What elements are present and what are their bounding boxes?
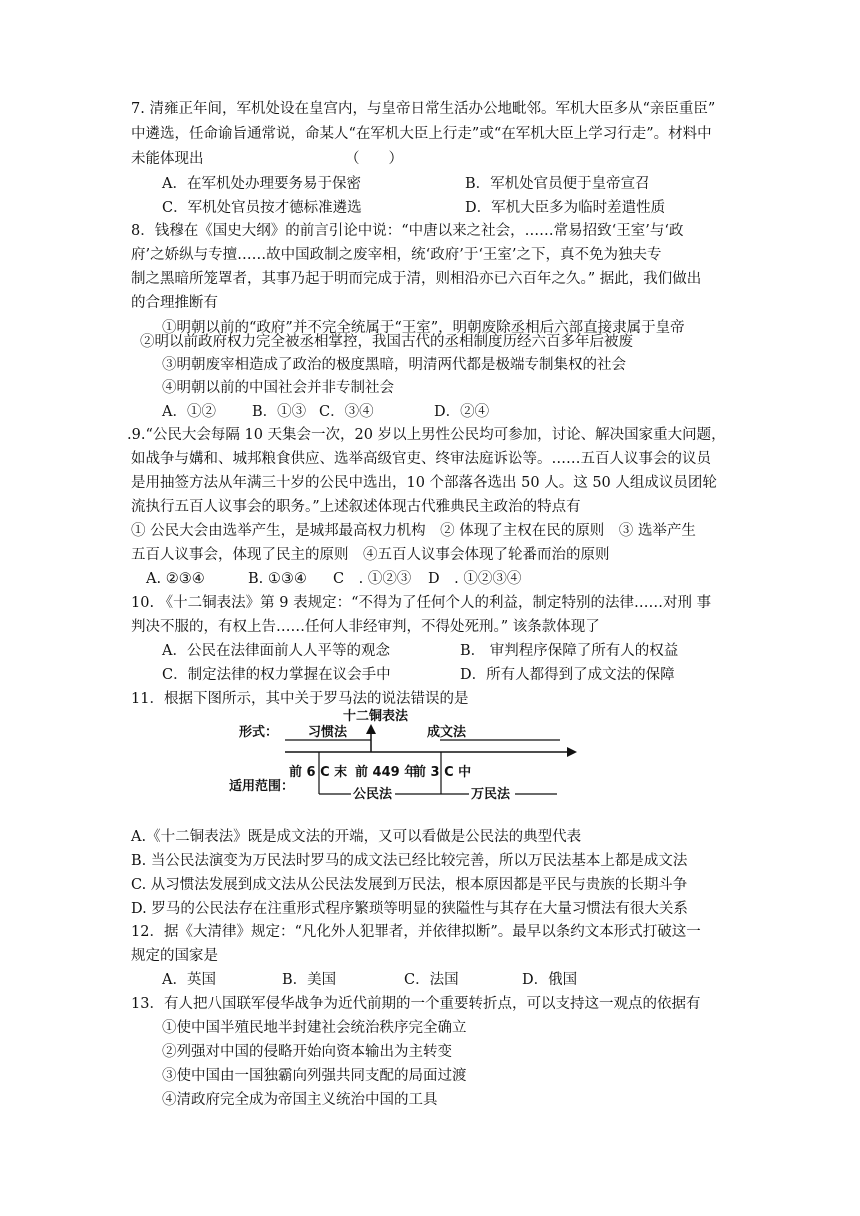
diagram-twelve-tables-label: 十二铜表法	[343, 709, 409, 724]
q13-statement-1: ①使中国半殖民地半封建社会统治秩序完全确立	[162, 1020, 467, 1036]
q8-choice-a: A．①②	[162, 404, 216, 420]
q13-stem: 13．有人把八国联军侵华战争为近代前期的一个重要转折点，可以支持这一观点的依据有	[131, 996, 701, 1012]
q9-stem-line-4: 流执行五百人议事会的职务。”上述叙述体现古代雅典民主政治的特点有	[131, 499, 581, 515]
roman-law-diagram	[225, 700, 585, 810]
diagram-time-449: 前 449 年	[355, 765, 418, 780]
q8-stem-line-4: 的合理推断有	[131, 295, 218, 311]
diagram-custom-law-label: 习惯法	[308, 725, 348, 740]
q8-statement-1: ①明朝以前的“政府”并不完全统属于“王室”，明朝废除丞相后六部直接隶属于皇帝	[162, 320, 685, 336]
q7-option-c: C．军机处官员按才德标准遴选	[162, 200, 362, 216]
q8-choice-c: C．③④	[319, 404, 374, 420]
q7-option-d: D．军机大臣多为临时差遣性质	[465, 200, 666, 216]
q9-choice-b: B. ①③④	[248, 571, 307, 587]
diagram-timeline-arrow-head	[567, 747, 577, 757]
q9-stem-line-1: .9.“公民大会每隔 10 天集会一次，20 岁以上男性公民均可参加，讨论、解决国家重大问题，	[127, 427, 726, 443]
diagram-form-label: 形式：	[239, 725, 279, 740]
q9-statements-line-1: ① 公民大会由选举产生，是城邦最高权力机构 ② 体现了主权在民的原则 ③ 选举产生	[131, 523, 696, 539]
q11-stem: 11．根据下图所示，其中关于罗马法的说法错误的是	[131, 691, 469, 707]
diagram-civil-law-label: 公民法	[353, 787, 393, 802]
q7-stem-line-2: 中遴选，任命谕旨通常说，命某人“在军机大臣上行走”或“在军机大臣上学习行走”。材料中	[131, 126, 712, 142]
q7-answer-blank: （ ）	[345, 151, 403, 167]
q7-stem-line-3: 未能体现出	[131, 151, 204, 167]
q9-stem-line-2: 如战争与媾和、城邦粮食供应、选举高级官吏、终审法庭诉讼等。……五百人议事会的议员	[131, 451, 711, 467]
q10-option-b: B． 审判程序保障了所有人的权益	[460, 643, 679, 659]
q9-stem-line-3: 是用抽签方法从年满三十岁的公民中选出，10 个部落各选出 50 人。这 50 人组成议员团轮	[131, 475, 717, 491]
q8-statement-2: ②明以前政府权力完全被丞相掌控，我国古代的丞相制度历经六百多年后被废	[140, 334, 633, 350]
q12-stem-line-1: 12．据《大清律》规定：“凡化外人犯罪者，并依律拟断”。最早以条约文本形式打破这一	[131, 924, 701, 940]
q7-stem-line-1: 7. 清雍正年间，军机处设在皇宫内，与皇帝日常生活办公地毗邻。军机大臣多从“亲臣重臣”	[131, 101, 716, 117]
diagram-scope-label: 适用范围：	[229, 779, 295, 794]
q7-option-b: B．军机处官员便于皇帝宣召	[465, 176, 650, 192]
q11-option-b: B. 当公民法演变为万民法时罗马的成文法已经比较完善，所以万民法基本上都是成文法	[131, 853, 688, 869]
diagram-time-3c: 前 3 C 中	[413, 765, 472, 780]
q10-option-c: C．制定法律的权力掌握在议会手中	[162, 667, 391, 683]
diagram-nations-law-label: 万民法	[471, 787, 511, 802]
q12-choice-c: C．法国	[404, 972, 459, 988]
q10-option-d: D．所有人都得到了成文法的保障	[460, 667, 675, 683]
q13-statement-4: ④清政府完全成为帝国主义统治中国的工具	[162, 1092, 438, 1108]
q8-statement-4: ④明朝以前的中国社会并非专制社会	[162, 380, 394, 396]
q11-option-d: D. 罗马的公民法存在注重形式程序繁琐等明显的狭隘性与其存在大量习惯法有很大关系	[131, 901, 688, 917]
q10-stem-line-1: 10. 《十二铜表法》第 9 表规定：“不得为了任何个人的利益，制定特别的法律……对刑 事	[131, 595, 712, 611]
q7-option-a: A．在军机处办理要务易于保密	[162, 176, 361, 192]
q12-stem-line-2: 规定的国家是	[131, 948, 218, 964]
q11-option-a: A.《十二铜表法》既是成文法的开端，又可以看做是公民法的典型代表	[131, 829, 582, 845]
diagram-written-law-label: 成文法	[427, 725, 467, 740]
q12-choice-b: B．美国	[282, 972, 337, 988]
q10-option-a: A．公民在法律面前人人平等的观念	[162, 643, 390, 659]
diagram-upward-arrow-head	[366, 724, 376, 734]
q8-stem-line-3: 制之黑暗所笼罩者，其事乃起于明而完成于清，则相沿亦已六百年之久。” 据此，我们做出	[131, 271, 702, 287]
q13-statement-3: ③使中国由一国独霸向列强共同支配的局面过渡	[162, 1068, 467, 1084]
q9-choice-c: C . ①②③	[333, 571, 412, 587]
q12-choice-a: A．英国	[162, 972, 216, 988]
diagram-time-6c: 前 6 C 末	[289, 765, 348, 780]
q9-statements-line-2: 五百人议事会，体现了民主的原则 ④五百人议事会体现了轮番而治的原则	[131, 547, 610, 563]
q9-choice-a: A. ②③④	[146, 571, 205, 587]
q8-stem-line-1: 8．钱穆在《国史大纲》的前言引论中说：“中唐以来之社会，……常易招致‘王室’与‘政	[131, 223, 684, 239]
q8-stem-line-2: 府’之娇纵与专擅……故中国政制之废宰相，统‘政府’于‘王室’之下，真不免为独夫专	[131, 247, 662, 263]
q10-stem-line-2: 判决不服的，有权上告……任何人非经审判，不得处死刑。” 该条款体现了	[131, 619, 600, 635]
q8-choice-d: D．②④	[434, 404, 490, 420]
q13-statement-2: ②列强对中国的侵略开始向资本输出为主转变	[162, 1044, 452, 1060]
q8-choice-b: B．①③	[252, 404, 307, 420]
q12-choice-d: D．俄国	[522, 972, 578, 988]
q9-choice-d: D . ①②③④	[428, 571, 522, 587]
q11-option-c: C. 从习惯法发展到成文法从公民法发展到万民法，根本原因都是平民与贵族的长期斗争	[131, 877, 688, 893]
q8-statement-3: ③明朝废宰相造成了政治的极度黑暗，明清两代都是极端专制集权的社会	[162, 357, 626, 373]
